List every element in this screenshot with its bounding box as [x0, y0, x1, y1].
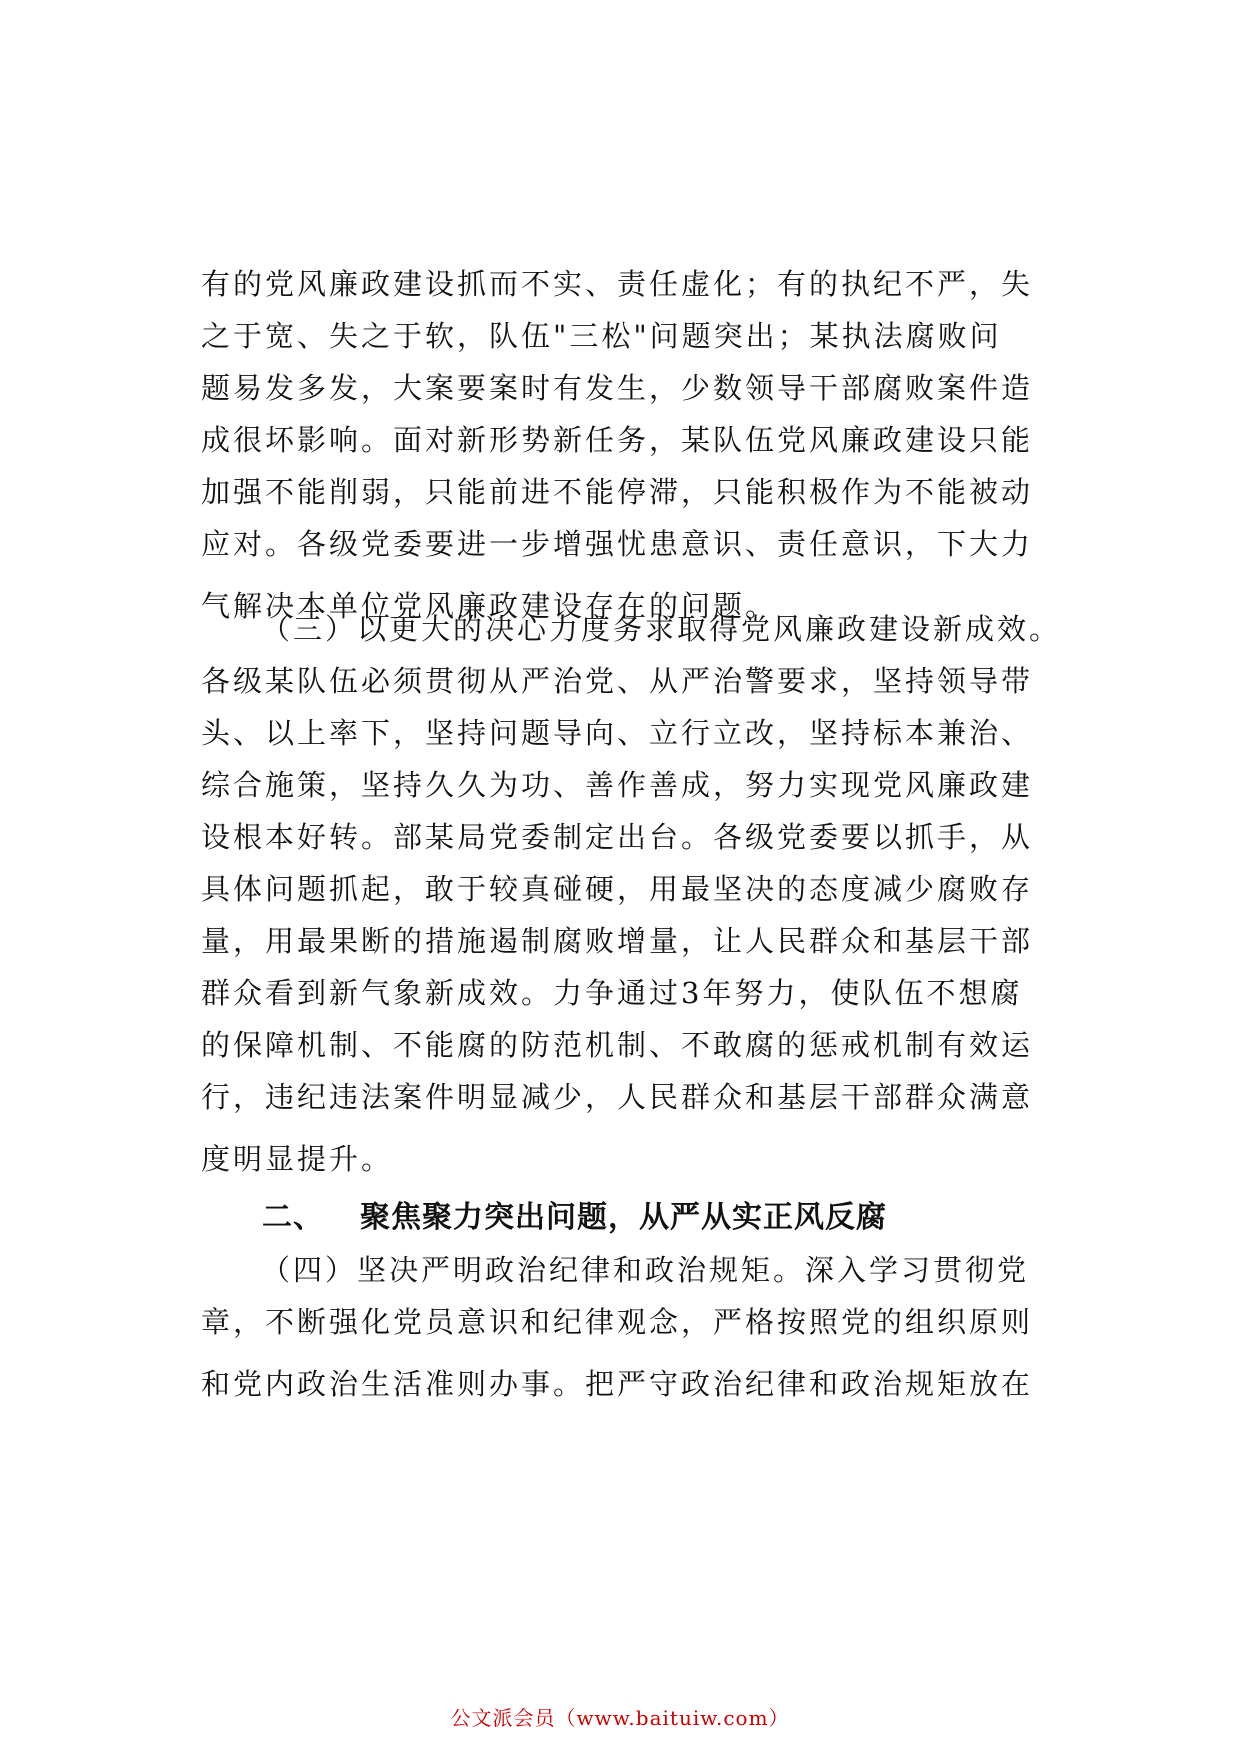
text-line: 加强不能削弱，只能前进不能停滞，只能积极作为不能被动: [201, 475, 1034, 509]
text-line: 气解决本单位党风廉政建设存在的问题。: [201, 589, 778, 623]
text-line: 题易发多发，大案要案时有发生，少数领导干部腐败案件造: [201, 371, 1034, 405]
text-line: 应对。各级党委要进一步增强忧患意识、责任意识，下大力: [201, 527, 1034, 561]
text-line: 的保障机制、不能腐的防范机制、不敢腐的惩戒机制有效运: [201, 1028, 1034, 1062]
text-line: 和党内政治生活准则办事。把严守政治纪律和政治规矩放在: [201, 1367, 1034, 1401]
paragraph-1: [201, 258, 1071, 632]
text-line: 设根本好转。部某局党委制定出台。各级党委要以抓手，从: [201, 820, 1034, 854]
paragraph-2: [201, 603, 1071, 1185]
text-line: 综合施策，坚持久久为功、善作善成，努力实现党风廉政建: [201, 768, 1034, 802]
section-heading: [262, 1192, 1062, 1244]
paragraph-3: [201, 1244, 1071, 1410]
section-number: 二、: [262, 1200, 324, 1235]
text-line: 各级某队伍必须贯彻从严治党、从严治警要求，坚持领导带: [201, 664, 1034, 698]
text-line: 群众看到新气象新成效。力争通过3年努力，使队伍不想腐: [201, 976, 1023, 1010]
footer-watermark: 公文派会员（www.baituiw.com）: [450, 1706, 790, 1730]
text-line: 度明显提升。: [201, 1142, 394, 1176]
text-line: （三）以更大的决心力度务求取得党风廉政建设新成效。: [261, 612, 1062, 646]
text-line: 头、以上率下，坚持问题导向、立行立改，坚持标本兼治、: [201, 716, 1034, 750]
text-line: 行，违纪违法案件明显减少，人民群众和基层干部群众满意: [201, 1080, 1034, 1114]
section-title: 聚焦聚力突出问题，从严从实正风反腐: [360, 1200, 887, 1235]
text-line: 量，用最果断的措施遏制腐败增量，让人民群众和基层干部: [201, 924, 1034, 958]
text-line: 成很坏影响。面对新形势新任务，某队伍党风廉政建设只能: [201, 423, 1034, 457]
text-line: 具体问题抓起，敢于较真碰硬，用最坚决的态度减少腐败存: [201, 872, 1034, 906]
text-line: 章，不断强化党员意识和纪律观念，严格按照党的组织原则: [201, 1305, 1034, 1339]
text-line: （四）坚决严明政治纪律和政治规矩。深入学习贯彻党: [261, 1253, 1030, 1287]
text-line: 有的党风廉政建设抓而不实、责任虚化；有的执纪不严，失: [201, 267, 1034, 301]
text-line: 之于宽、失之于软，队伍"三松"问题突出；某执法腐败问: [201, 319, 1002, 353]
